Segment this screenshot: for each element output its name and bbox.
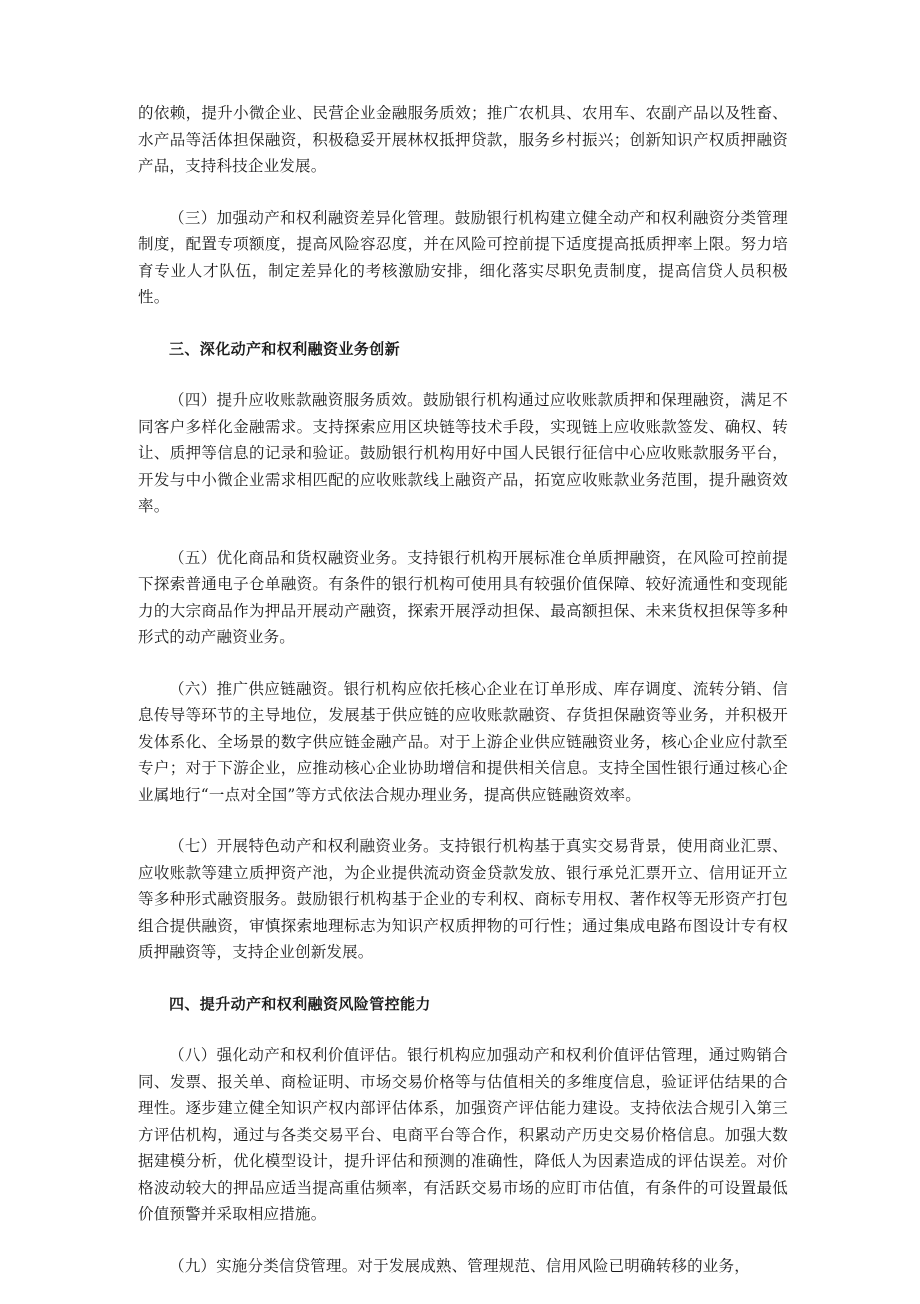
document-page xyxy=(138,100,788,1304)
paragraph-item-8: （八）强化动产和权利价值评估。银行机构应加强动产和权利价值评估管理，通过购销合同、发票、报关单、商检证明、市场交易价格等与估值相关的多维度信息，验证评估结果的合理性。逐步建立健全知识产权内部评估体系，加强资产评估能力建设。支持依法合规引入第三方评估机构，通过与各类交易平台、电商平台等合作，积累动产历史交易价格信息。加强大数据建模分析，优化模型设计，提升评估和预测的准确性，降低人为因素造成的评估误差。对价格波动较大的押品应适当提高重估频率，有活跃交易市场的应盯市估值，有条件的可设置最低价值预警并采取相应措施。 xyxy=(138,1046,788,1223)
section-heading-4: 四、提升动产和权利融资风险管控能力 xyxy=(169,994,431,1013)
paragraph-item-3: （三）加强动产和权利融资差异化管理。鼓励银行机构建立健全动产和权利融资分类管理制度，配置专项额度，提高风险容忍度，并在风险可控前提下适度提高抵质押率上限。努力培育专业人才队伍，制定差异化的考核激励安排，细化落实尽职免责制度，提高信贷人员积极性。 xyxy=(138,208,788,306)
paragraph-item-4: （四）提升应收账款融资服务质效。鼓励银行机构通过应收账款质押和保理融资，满足不同客户多样化金融需求。支持探索应用区块链等技术手段，实现链上应收账款签发、确权、转让、质押等信息的记录和验证。鼓励银行机构用好中国人民银行征信中心应收账款服务平台，开发与中小微企业需求相匹配的应收账款线上融资产品，拓宽应收账款业务范围，提升融资效率。 xyxy=(138,391,788,515)
section-heading-3: 三、深化动产和权利融资业务创新 xyxy=(169,339,401,358)
paragraph-continuation: 的依赖，提升小微企业、民营企业金融服务质效；推广农机具、农用车、农副产品以及牲畜、水产品等活体担保融资，积极稳妥开展林权抵押贷款，服务乡村振兴；创新知识产权质押融资产品，支持科技企业发展。 xyxy=(138,104,788,175)
paragraph-item-7: （七）开展特色动产和权利融资业务。支持银行机构基于真实交易背景，使用商业汇票、应收账款等建立质押资产池，为企业提供流动资金贷款发放、银行承兑汇票开立、信用证开立等多种形式融资服务。鼓励银行机构基于企业的专利权、商标专用权、著作权等无形资产打包组合提供融资，审慎探索地理标志为知识产权质押物的可行性；通过集成电路布图设计专有权质押融资等，支持企业创新发展。 xyxy=(138,837,788,961)
paragraph-item-9: （九）实施分类信贷管理。对于发展成熟、管理规范、信用风险已明确转移的业务， xyxy=(169,1256,750,1275)
paragraph-item-6: （六）推广供应链融资。银行机构应依托核心企业在订单形成、库存调度、流转分销、信息传导等环节的主导地位，发展基于供应链的应收账款融资、存货担保融资等业务，并积极开发体系化、全场景的数字供应链金融产品。对于上游企业供应链融资业务，核心企业应付款至专户；对于下游企业，应推动核心企业协助增信和提供相关信息。支持全国性银行通过核心企业属地行“一点对全国”等方式依法合规办理业务，提高供应链融资效率。 xyxy=(138,679,788,804)
paragraph-item-5: （五）优化商品和货权融资业务。支持银行机构开展标准仓单质押融资，在风险可控前提下探索普通电子仓单融资。有条件的银行机构可使用具有较强价值保障、较好流通性和变现能力的大宗商品作为押品开展动产融资，探索开展浮动担保、最高额担保、未来货权担保等多种形式的动产融资业务。 xyxy=(138,548,788,646)
